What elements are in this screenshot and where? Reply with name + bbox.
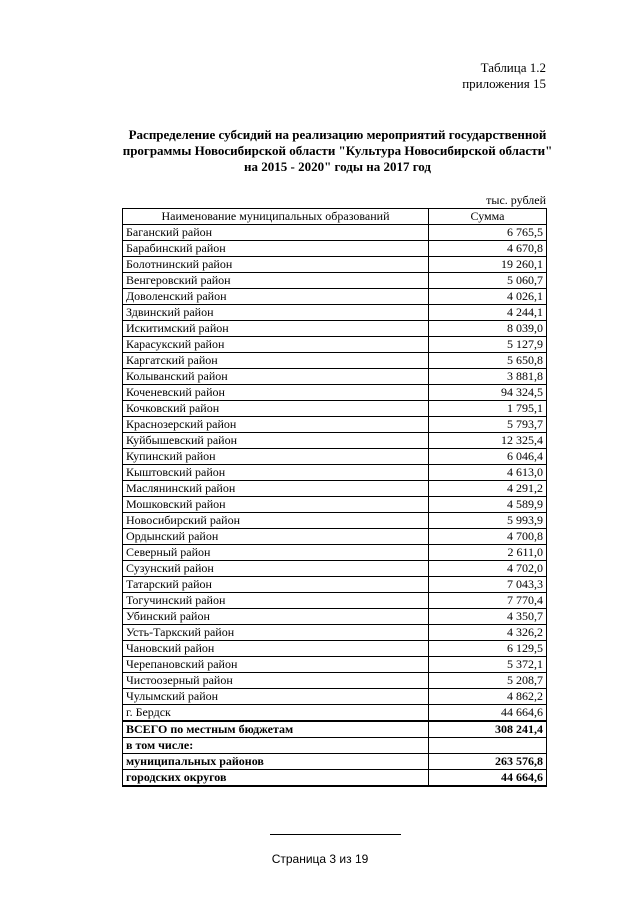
- municipality-name: Татарский район: [123, 577, 429, 593]
- cities-row: [123, 770, 547, 787]
- municipality-name: Чановский район: [123, 641, 429, 657]
- subsidy-amount: 4 026,1: [429, 289, 547, 305]
- municipality-name: Усть-Таркский район: [123, 625, 429, 641]
- municipality-name: Искитимский район: [123, 321, 429, 337]
- subsidy-amount: 94 324,5: [429, 385, 547, 401]
- table-row: [123, 641, 547, 657]
- districts-row: [123, 754, 547, 770]
- municipality-name: Мошковский район: [123, 497, 429, 513]
- table-row: [123, 657, 547, 673]
- table-row: [123, 337, 547, 353]
- including-label: в том числе:: [123, 738, 429, 754]
- subsidy-amount: 4 291,2: [429, 481, 547, 497]
- table-row: [123, 449, 547, 465]
- table-row: [123, 353, 547, 369]
- subsidy-amount: 4 244,1: [429, 305, 547, 321]
- table-row: [123, 273, 547, 289]
- municipality-name: Новосибирский район: [123, 513, 429, 529]
- table-row: [123, 705, 547, 722]
- table-row: [123, 561, 547, 577]
- table-row: [123, 385, 547, 401]
- subsidy-amount: 5 793,7: [429, 417, 547, 433]
- subsidy-amount: 4 862,2: [429, 689, 547, 705]
- table-row: [123, 625, 547, 641]
- subsidy-amount: 4 702,0: [429, 561, 547, 577]
- municipality-name: Сузунский район: [123, 561, 429, 577]
- districts-label: муниципальных районов: [123, 754, 429, 770]
- subsidy-amount: 5 060,7: [429, 273, 547, 289]
- table-row: [123, 225, 547, 241]
- table-row: [123, 593, 547, 609]
- municipality-name: Карасукский район: [123, 337, 429, 353]
- table-summary: [123, 721, 547, 786]
- including-empty: [429, 738, 547, 754]
- total-row: [123, 721, 547, 738]
- municipality-name: Убинский район: [123, 609, 429, 625]
- including-row: [123, 738, 547, 754]
- subsidy-amount: 4 589,9: [429, 497, 547, 513]
- table-row: [123, 673, 547, 689]
- subsidy-amount: 5 208,7: [429, 673, 547, 689]
- municipality-name: Краснозерский район: [123, 417, 429, 433]
- page-number: Страница 3 из 19: [271, 852, 369, 866]
- appendix-label: приложения 15: [462, 76, 546, 91]
- table-row: [123, 289, 547, 305]
- districts-amount: 263 576,8: [429, 754, 547, 770]
- subsidy-amount: 8 039,0: [429, 321, 547, 337]
- table-row: [123, 401, 547, 417]
- subsidy-amount: 5 127,9: [429, 337, 547, 353]
- subsidy-amount: 6 046,4: [429, 449, 547, 465]
- subsidy-amount: 1 795,1: [429, 401, 547, 417]
- subsidy-amount: 7 043,3: [429, 577, 547, 593]
- table-row: [123, 433, 547, 449]
- table-row: [123, 545, 547, 561]
- subsidy-amount: 5 993,9: [429, 513, 547, 529]
- subsidy-amount: 7 770,4: [429, 593, 547, 609]
- subsidy-amount: 4 700,8: [429, 529, 547, 545]
- municipality-name: Черепановский район: [123, 657, 429, 673]
- municipality-name: Венгеровский район: [123, 273, 429, 289]
- municipality-name: Ордынский район: [123, 529, 429, 545]
- table-row: [123, 497, 547, 513]
- municipality-name: Болотнинский район: [123, 257, 429, 273]
- table-row: [123, 465, 547, 481]
- municipality-name: Кыштовский район: [123, 465, 429, 481]
- municipality-name: Барабинский район: [123, 241, 429, 257]
- municipality-name: Кочковский район: [123, 401, 429, 417]
- table-row: [123, 689, 547, 705]
- table-body: [123, 225, 547, 722]
- cities-label: городских округов: [123, 770, 429, 787]
- municipality-name: Маслянинский район: [123, 481, 429, 497]
- municipality-name: Тогучинский район: [123, 593, 429, 609]
- table-row: [123, 241, 547, 257]
- municipality-name: Купинский район: [123, 449, 429, 465]
- total-amount: 308 241,4: [429, 721, 547, 738]
- municipality-name: г. Бердск: [123, 705, 429, 722]
- table-row: [123, 513, 547, 529]
- subsidy-amount: 12 325,4: [429, 433, 547, 449]
- table-row: [123, 609, 547, 625]
- subsidy-amount: 6 129,5: [429, 641, 547, 657]
- municipality-name: Здвинский район: [123, 305, 429, 321]
- table-row: [123, 257, 547, 273]
- footer-divider: [270, 834, 401, 835]
- column-header-name: Наименование муниципальных образований: [123, 209, 429, 225]
- subsidy-amount: 19 260,1: [429, 257, 547, 273]
- table-row: [123, 321, 547, 337]
- document-title: [100, 127, 575, 175]
- title-line-3: на 2015 - 2020" годы на 2017 год: [244, 159, 431, 174]
- table-number: Таблица 1.2: [480, 60, 546, 75]
- table-row: [123, 305, 547, 321]
- table-header-row: [123, 209, 547, 225]
- table-reference: [462, 60, 546, 92]
- subsidy-amount: 4 670,8: [429, 241, 547, 257]
- subsidy-amount: 4 326,2: [429, 625, 547, 641]
- subsidy-amount: 2 611,0: [429, 545, 547, 561]
- subsidy-amount: 3 881,8: [429, 369, 547, 385]
- municipality-name: Чистоозерный район: [123, 673, 429, 689]
- units-label: тыс. рублей: [486, 193, 546, 207]
- municipality-name: Доволенский район: [123, 289, 429, 305]
- municipality-name: Коченевский район: [123, 385, 429, 401]
- table-row: [123, 417, 547, 433]
- subsidy-amount: 5 372,1: [429, 657, 547, 673]
- total-label: ВСЕГО по местным бюджетам: [123, 721, 429, 738]
- municipality-name: Колыванский район: [123, 369, 429, 385]
- municipality-name: Северный район: [123, 545, 429, 561]
- subsidy-amount: 44 664,6: [429, 705, 547, 722]
- municipality-name: Чулымский район: [123, 689, 429, 705]
- subsidy-amount: 4 613,0: [429, 465, 547, 481]
- municipality-name: Каргатский район: [123, 353, 429, 369]
- subsidies-table: [122, 208, 547, 787]
- column-header-amount: Сумма: [429, 209, 547, 225]
- table-row: [123, 529, 547, 545]
- municipality-name: Куйбышевский район: [123, 433, 429, 449]
- municipality-name: Баганский район: [123, 225, 429, 241]
- title-line-1: Распределение субсидий на реализацию мероприятий государственной: [128, 127, 547, 142]
- cities-amount: 44 664,6: [429, 770, 547, 787]
- subsidy-amount: 5 650,8: [429, 353, 547, 369]
- subsidy-amount: 4 350,7: [429, 609, 547, 625]
- table-row: [123, 577, 547, 593]
- subsidy-amount: 6 765,5: [429, 225, 547, 241]
- table-row: [123, 369, 547, 385]
- title-line-2: программы Новосибирской области "Культура Новосибирской области": [122, 143, 553, 158]
- table-row: [123, 481, 547, 497]
